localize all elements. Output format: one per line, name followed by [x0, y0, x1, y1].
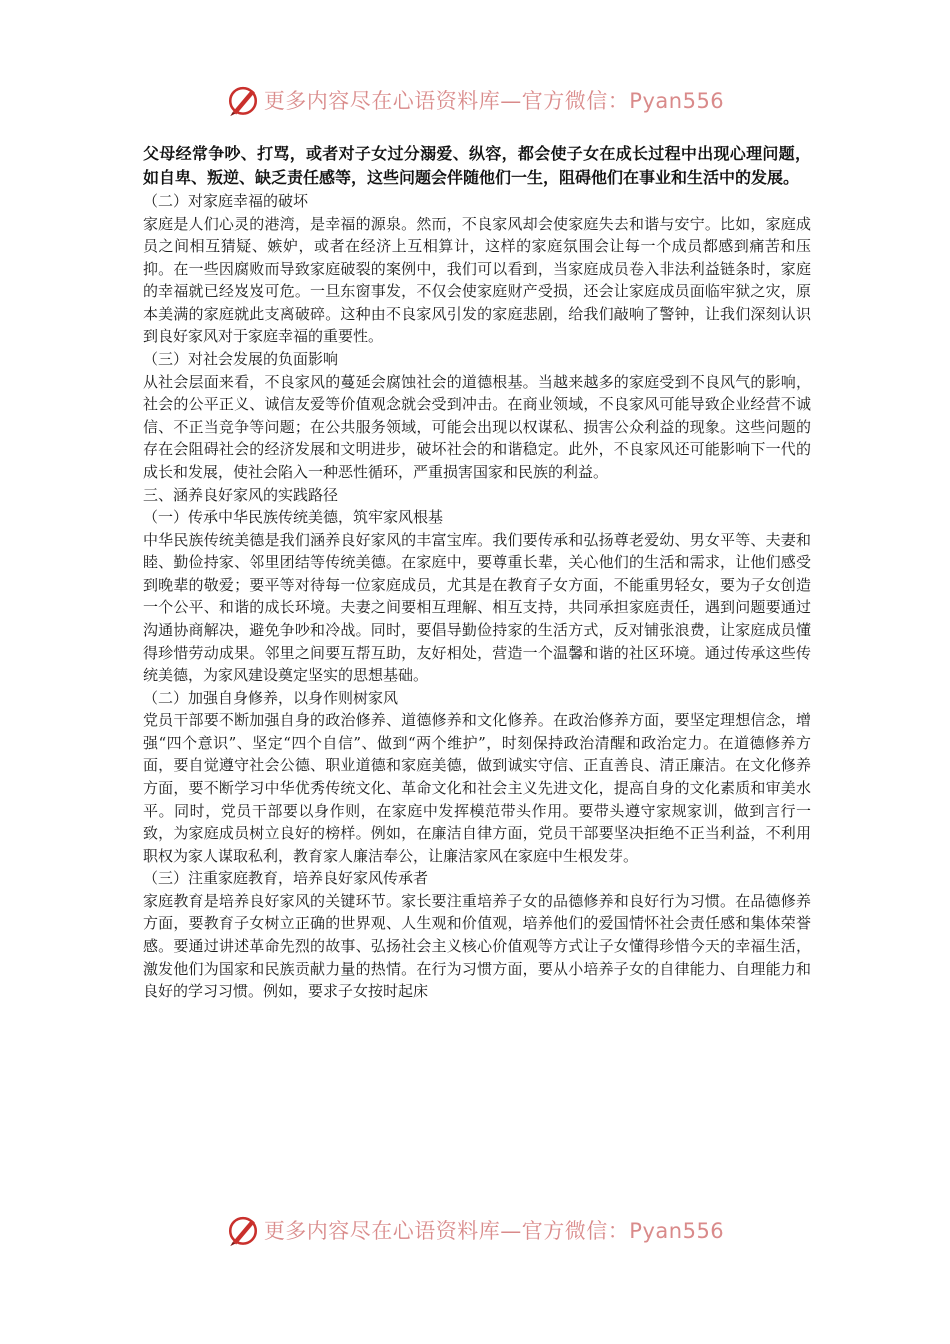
banner-text: 更多内容尽在心语资料库—官方微信：Pyan556 [263, 1219, 725, 1243]
chapter-heading: 三、涵养良好家风的实践路径 [143, 485, 339, 504]
section-paragraph: 家庭教育是培养良好家风的关键环节。家长要注重培养子女的品德修养和良好行为习惯。在品德修养方面，要教育子女树立正确的世界观、人生观和价值观，培养他们的爱国情怀社会责任感和集体荣誉感。要通过讲述革命先烈的故事、弘扬社会主义核心价值观等方式让子女懂得珍惜今天的幸福生活，激发他们为国家和民族贡献力量的热情。在行为习惯方面，要从小培养子女的自律能力、自理能力和良好的学习习惯。例如，要求子女按时起床 [143, 891, 811, 1001]
document-body [143, 142, 811, 1003]
section-paragraph: 党员干部要不断加强自身的政治修养、道德修养和文化修养。在政治修养方面，要坚定理想信念，增强“四个意识”、坚定“四个自信”、做到“两个维护”，时刻保持政治清醒和政治定力。在道德修养方面，要自觉遵守社会公德、职业道德和家庭美德，做到诚实守信、正直善良、清正廉洁。在文化修养方面，要不断学习中华优秀传统文化、革命文化和社会主义先进文化，提高自身的文化素质和审美水平。同时，党员干部要以身作则，在家庭中发挥模范带头作用。要带头遵守家规家训，做到言行一致，为家庭成员树立良好的榜样。例如，在廉洁自律方面，党员干部要坚决拒绝不正当利益，不利用职权为家人谋取私利，教育家人廉洁奉公，让廉洁家风在家庭中生根发芽。 [143, 711, 811, 865]
section-heading: （三）对社会发展的负面影响 [143, 350, 339, 369]
banner-text: 更多内容尽在心语资料库—官方微信：Pyan556 [263, 89, 725, 113]
section-paragraph: 中华民族传统美德是我们涵养良好家风的丰富宝库。我们要传承和弘扬尊老爱幼、男女平等、夫妻和睦、勤俭持家、邻里团结等传统美德。在家庭中，要尊重长辈，关心他们的生活和需求，让他们感受到晚辈的敬爱；要平等对待每一位家庭成员，尤其是在教育子女方面，不能重男轻女，要为子女创造一个公平、和谐的成长环境。夫妻之间要相互理解、相互支持，共同承担家庭责任，遇到问题要通过沟通协商解决，避免争吵和冷战。同时，要倡导勤俭持家的生活方式，反对铺张浪费，让家庭成员懂得珍惜劳动成果。邻里之间要互帮互助，友好相处，营造一个温馨和谐的社区环境。通过传承这些传统美德，为家风建设奠定坚实的思想基础。 [143, 530, 811, 685]
footer-banner [0, 1210, 950, 1250]
lead-paragraph: 父母经常争吵、打骂，或者对子女过分溺爱、纵容，都会使子女在成长过程中出现心理问题，如自卑、叛逆、缺乏责任感等，这些问题会伴随他们一生，阻碍他们在事业和生活中的发展。 [143, 144, 811, 187]
section-heading: （二）加强自身修养，以身作则树家风 [143, 688, 399, 707]
pen-ring-logo-icon [226, 83, 260, 117]
section-heading: （一）传承中华民族传统美德，筑牢家风根基 [143, 508, 444, 527]
pen-ring-logo-icon [226, 1213, 260, 1247]
section-heading: （三）注重家庭教育，培养良好家风传承者 [143, 869, 429, 888]
section-paragraph: 家庭是人们心灵的港湾，是幸福的源泉。然而，不良家风却会使家庭失去和谐与安宁。比如，家庭成员之间相互猜疑、嫉妒，或者在经济上互相算计，这样的家庭氛围会让每一个成员都感到痛苦和压抑。在一些因腐败而导致家庭破裂的案例中，我们可以看到，当家庭成员卷入非法利益链条时，家庭的幸福就已经岌岌可危。一旦东窗事发，不仅会使家庭财产受损，还会让家庭成员面临牢狱之灾，原本美满的家庭就此支离破碎。这种由不良家风引发的家庭悲剧，给我们敲响了警钟，让我们深刻认识到良好家风对于家庭幸福的重要性。 [143, 214, 811, 346]
section-heading: （二）对家庭幸福的破坏 [143, 192, 309, 210]
section-paragraph: 从社会层面来看，不良家风的蔓延会腐蚀社会的道德根基。当越来越多的家庭受到不良风气的影响，社会的公平正义、诚信友爱等价值观念就会受到冲击。在商业领域，不良家风可能导致企业经营不诚信、不正当竞争等问题；在公共服务领域，可能会出现以权谋私、损害公众利益的现象。这些问题的存在会阻碍社会的经济发展和文明进步，破坏社会的和谐稳定。此外，不良家风还可能影响下一代的成长和发展，使社会陷入一种恶性循环，严重损害国家和民族的利益。 [143, 372, 811, 481]
header-banner [0, 80, 950, 120]
